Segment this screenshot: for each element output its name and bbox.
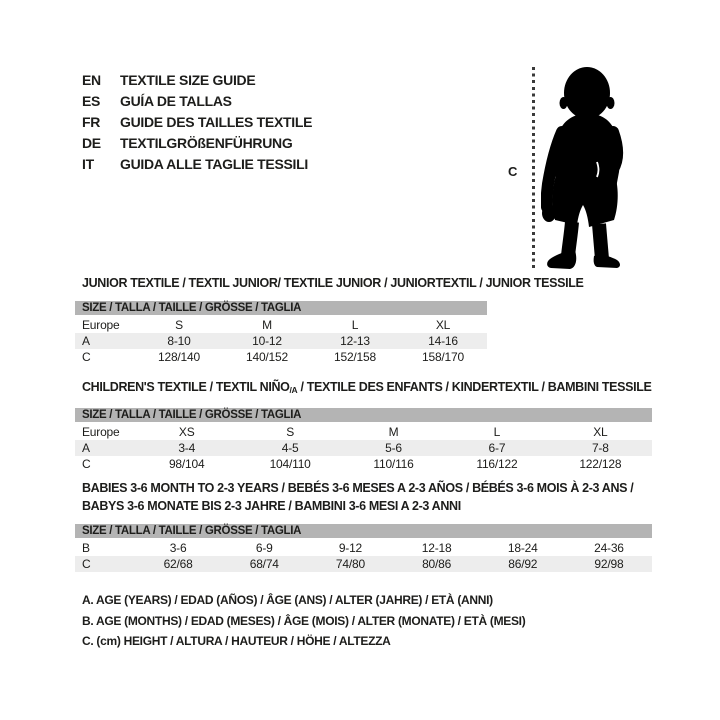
- row-label: A: [82, 334, 90, 348]
- table-cell: L: [493, 425, 501, 439]
- size-header-bar: SIZE / TALLA / TAILLE / GRÖSSE / TAGLIA: [75, 301, 487, 315]
- language-guide-list: [82, 70, 312, 174]
- footnotes-list: [82, 590, 525, 652]
- language-label: GUÍA DE TALLAS: [120, 93, 232, 110]
- table-row: [75, 556, 652, 572]
- table-row: [75, 440, 652, 456]
- row-label: C: [82, 557, 91, 571]
- table-cell: 18-24: [507, 541, 538, 555]
- section-title: CHILDREN'S TEXTILE / TEXTIL $NIÑO_{/A}$ / TEXTILE DES ENFANTS / KINDERTEXTIL / BAMBINI TESSILE: [82, 380, 652, 395]
- language-row: [82, 153, 312, 174]
- footnote: C. (cm) HEIGHT / ALTURA / HAUTEUR / HÖHE / ALTEZZA: [82, 634, 391, 649]
- section-title: JUNIOR TEXTILE / TEXTIL JUNIOR/ TEXTILE JUNIOR / JUNIORTEXTIL / JUNIOR TESSILE: [82, 276, 584, 290]
- language-row: [82, 91, 312, 112]
- language-row: [82, 132, 312, 153]
- table-cell: XS: [178, 425, 195, 439]
- table-cell: 68/74: [249, 557, 279, 571]
- footnote: B. AGE (MONTHS) / EDAD (MESES) / ÂGE (MOIS) / ALTER (MONATE) / ETÀ (MESI): [82, 613, 526, 628]
- language-code: IT: [82, 155, 94, 172]
- table-row: [75, 333, 487, 349]
- table-cell: 110/116: [373, 457, 414, 471]
- figure-height-label: C: [508, 164, 518, 179]
- table-cell: 12-13: [340, 334, 370, 348]
- language-row: [82, 112, 312, 133]
- language-label: TEXTILGRÖßENFÜHRUNG: [120, 134, 293, 151]
- table-cell: 6-7: [488, 441, 506, 455]
- row-label: C: [82, 350, 91, 364]
- table-cell: L: [351, 318, 359, 332]
- table-cell: 7-8: [591, 441, 609, 455]
- table-cell: S: [286, 425, 295, 439]
- table-cell: 8-10: [167, 334, 191, 348]
- row-label: B: [82, 541, 90, 555]
- height-measure-dotted-line: [532, 67, 535, 271]
- toddler-silhouette-image: [541, 66, 635, 272]
- table-cell: 74/80: [335, 557, 365, 571]
- table-cell: 4-5: [281, 441, 299, 455]
- row-label: C: [82, 457, 91, 471]
- table-cell: 10-12: [252, 334, 282, 348]
- section-junior-textile: [75, 274, 584, 365]
- language-code: EN: [82, 72, 101, 89]
- table-row: [75, 317, 487, 333]
- table-cell: 5-6: [385, 441, 402, 455]
- language-code: DE: [82, 134, 101, 151]
- footnote: A. AGE (YEARS) / EDAD (AÑOS) / ÂGE (ANS) / ALTER (JAHRE) / ETÀ (ANNI): [82, 593, 493, 607]
- table-cell: 116/122: [476, 457, 518, 471]
- table-cell: 3-6: [169, 541, 187, 555]
- size-header-bar: SIZE / TALLA / TAILLE / GRÖSSE / TAGLIA: [75, 524, 652, 538]
- table-cell: S: [175, 318, 183, 332]
- table-cell: 6-9: [255, 541, 273, 555]
- table-cell: 104/110: [269, 457, 311, 471]
- table-cell: 9-12: [338, 541, 363, 555]
- row-label: Europe: [82, 318, 120, 332]
- table-cell: 80/86: [422, 557, 452, 571]
- table-cell: 92/98: [594, 557, 624, 571]
- language-code: FR: [82, 113, 101, 130]
- table-row: [75, 349, 487, 365]
- table-row: [75, 540, 652, 556]
- table-cell: XL: [593, 425, 608, 439]
- row-label: Europe: [82, 425, 120, 439]
- size-table-body: [75, 317, 487, 365]
- table-cell: 3-4: [178, 441, 196, 455]
- section-babies-textile: [75, 479, 652, 572]
- language-label: GUIDA ALLE TAGLIE TESSILI: [120, 155, 308, 172]
- language-label: TEXTILE SIZE GUIDE: [120, 72, 256, 89]
- size-table-body: [75, 424, 652, 472]
- table-cell: 122/128: [579, 457, 622, 471]
- section-children-textile: [75, 378, 652, 472]
- language-row: [82, 70, 312, 91]
- size-table-body: [75, 540, 652, 572]
- table-cell: 24-36: [594, 541, 624, 555]
- table-cell: 12-18: [421, 541, 452, 555]
- table-row: [75, 456, 652, 472]
- table-cell: 128/140: [158, 350, 200, 364]
- table-cell: M: [388, 425, 399, 439]
- section-title: BABIES 3-6 MONTH TO 2-3 YEARS / BEBÉS 3-6 MESES A 2-3 AÑOS / BÉBÉS 3-6 MOIS À 2-3 ANS / BABYS 3-6 MONATE BIS 2-3 JAHRE / BAMBINI 3-6 MESI A 2-3 ANNI: [82, 481, 634, 513]
- table-cell: 86/92: [508, 557, 538, 571]
- table-cell: 62/68: [163, 557, 193, 571]
- language-code: ES: [82, 93, 101, 110]
- size-header-bar: SIZE / TALLA / TAILLE / GRÖSSE / TAGLIA: [75, 408, 652, 422]
- row-label: A: [82, 441, 90, 455]
- language-label: GUIDE DES TAILLES TEXTILE: [120, 113, 313, 130]
- table-cell: 14-16: [428, 334, 458, 348]
- table-cell: 158/170: [422, 350, 464, 364]
- table-cell: 140/152: [246, 350, 288, 364]
- table-row: [75, 424, 652, 440]
- table-cell: XL: [435, 318, 451, 332]
- table-cell: 98/104: [168, 457, 205, 471]
- table-cell: M: [262, 318, 272, 332]
- table-cell: 152/158: [334, 350, 376, 364]
